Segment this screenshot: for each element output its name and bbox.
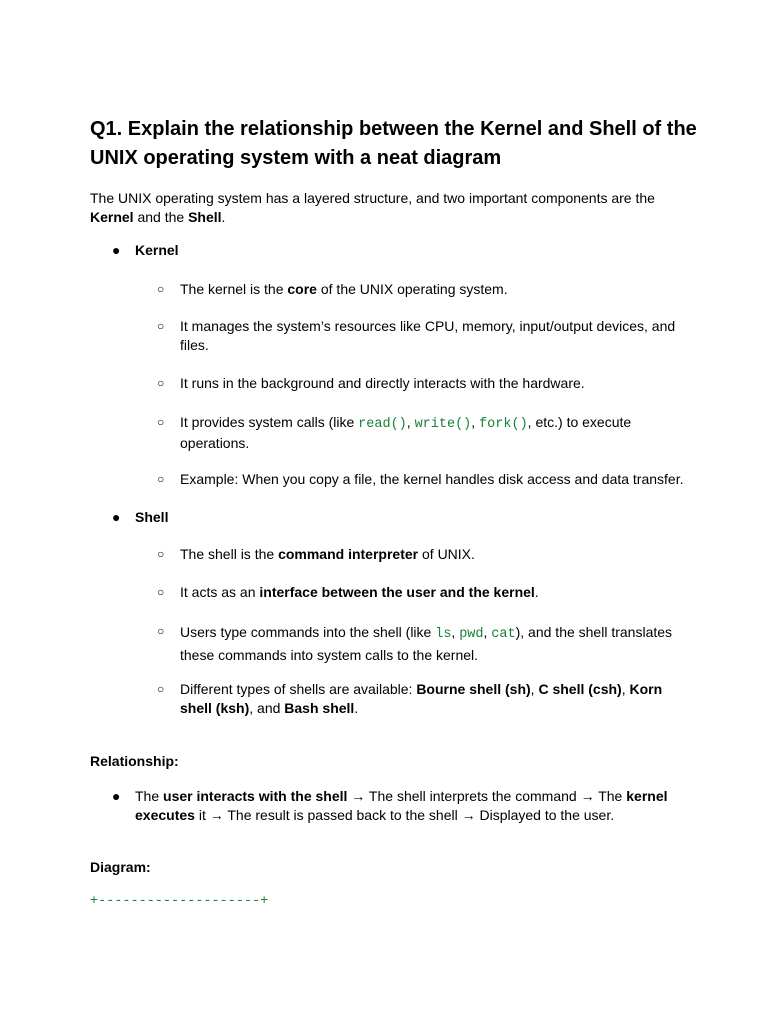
sub-bullet-icon: ○ bbox=[157, 282, 165, 296]
shell-heading: Shell bbox=[135, 509, 169, 525]
sub-bullet-icon: ○ bbox=[157, 585, 165, 599]
page-title: Q1. Explain the relationship between the Kernel and Shell of the UNIX operating system with a neat diagram bbox=[90, 118, 697, 169]
intro-text: and the bbox=[133, 209, 189, 225]
sub-bullet-icon: ○ bbox=[157, 376, 165, 390]
sub-bullet-icon: ○ bbox=[157, 472, 165, 486]
code-inline: pwd bbox=[459, 627, 484, 642]
code-inline: write() bbox=[414, 417, 472, 432]
sub-bullet-icon: ○ bbox=[157, 547, 165, 561]
kernel-item: The kernel is the core of the UNIX operating system. bbox=[180, 281, 508, 297]
intro-shell-bold: Shell bbox=[188, 209, 222, 225]
bullet-icon: ● bbox=[112, 788, 121, 804]
sub-bullet-icon: ○ bbox=[157, 682, 165, 696]
shell-item: Users type commands into the shell (like ls, pwd, cat), and the shell translates these commands into system calls to the kernel. bbox=[180, 624, 673, 663]
shell-item: The shell is the command interpreter of UNIX. bbox=[180, 546, 475, 562]
relationship-heading: Relationship: bbox=[90, 753, 179, 769]
sub-bullet-icon: ○ bbox=[157, 415, 165, 429]
intro-paragraph bbox=[90, 189, 690, 227]
kernel-item: It runs in the background and directly interacts with the hardware. bbox=[180, 375, 585, 391]
kernel-item: It manages the system’s resources like CPU, memory, input/output devices, and files. bbox=[180, 318, 676, 353]
intro-text: The UNIX operating system has a layered structure, and two important components are the bbox=[90, 190, 655, 206]
shell-item: Different types of shells are available: Bourne shell (sh), C shell (csh), Korn shell (ksh), and Bash shell. bbox=[180, 681, 663, 716]
intro-kernel-bold: Kernel bbox=[90, 209, 134, 225]
ascii-diagram-line: +--------------------+ bbox=[90, 894, 269, 909]
intro-text: . bbox=[221, 209, 226, 225]
diagram-heading: Diagram: bbox=[90, 859, 151, 875]
bullet-icon: ● bbox=[112, 509, 121, 525]
code-inline: ls bbox=[435, 627, 452, 642]
code-inline: fork() bbox=[479, 417, 528, 432]
kernel-item: It provides system calls (like read(), write(), fork(), etc.) to execute operations. bbox=[180, 414, 632, 451]
bullet-icon: ● bbox=[112, 242, 121, 258]
sub-bullet-icon: ○ bbox=[157, 319, 165, 333]
kernel-heading: Kernel bbox=[135, 242, 179, 258]
relationship-text: The user interacts with the shell → The shell interprets the command → The kernel executes it → The result is passed back to the shell → Displayed to the user. bbox=[135, 788, 668, 823]
sub-bullet-icon: ○ bbox=[157, 624, 165, 638]
code-inline: read() bbox=[358, 417, 407, 432]
code-inline: cat bbox=[491, 627, 516, 642]
shell-item: It acts as an interface between the user and the kernel. bbox=[180, 584, 539, 600]
kernel-item: Example: When you copy a file, the kernel handles disk access and data transfer. bbox=[180, 471, 684, 487]
